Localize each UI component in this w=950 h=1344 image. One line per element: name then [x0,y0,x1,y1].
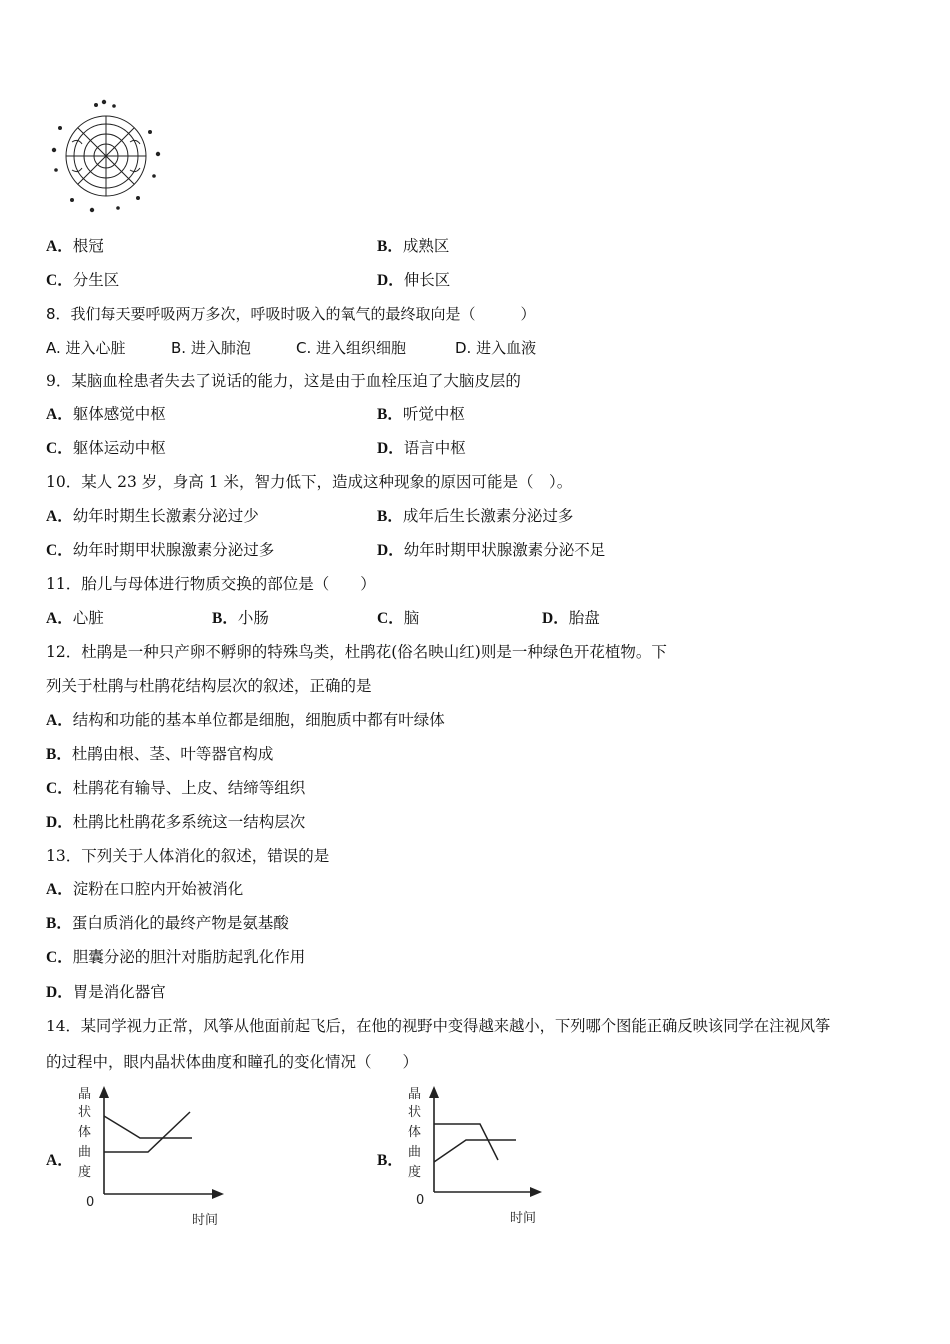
graph-b-ylabel-0: 晶 [408,1087,422,1102]
q14-option-a-label: A． [46,1152,73,1169]
q7-option-a: A．根冠 [46,237,104,255]
graph-b-ylabel-4: 度 [408,1165,422,1180]
graph-a-ylabel-2: 体 [78,1125,92,1140]
q12-option-c: C．杜鹃花有输导、上皮、结缔等组织 [46,779,306,797]
graph-a-y-arrow [99,1086,109,1098]
q8-option-a: A. 进入心脏 [46,339,126,357]
graph-b-ylabel-1: 状 [408,1105,422,1120]
graph-a-x-arrow [212,1189,224,1199]
q11-option-b: B．小肠 [212,609,269,627]
q9-option-c: C．躯体运动中枢 [46,439,166,457]
q8-option-c: C. 进入组织细胞 [296,339,407,357]
q10-option-d: D．幼年时期甲状腺激素分泌不足 [377,541,606,559]
q10-option-b: B．成年后生长激素分泌过多 [377,507,574,525]
graph-b-xlabel: 时间 [510,1211,537,1226]
q7-option-b: B．成熟区 [377,237,450,255]
graph-a-ylabel-4: 度 [78,1165,92,1180]
q7-option-c: C．分生区 [46,271,120,289]
q13-option-b: B．蛋白质消化的最终产物是氨基酸 [46,914,289,932]
q14-stem-line2: 的过程中，眼内晶状体曲度和瞳孔的变化情况（ ） [46,1053,419,1071]
q8-option-d: D. 进入血液 [455,339,537,357]
q12-stem-line2: 列关于杜鹃与杜鹃花结构层次的叙述，正确的是 [46,677,372,695]
q10-stem: 10．某人 23 岁，身高 1 米，智力低下，造成这种现象的原因可能是（ ）。 [46,473,573,491]
q14-option-b-label: B． [377,1152,403,1169]
q11-option-c: C．脑 [377,609,420,627]
q13-option-c: C．胆囊分泌的胆汁对脂肪起乳化作用 [46,948,306,966]
q11-stem: 11．胎儿与母体进行物质交换的部位是（ ） [46,575,376,593]
q7-option-d: D．伸长区 [377,271,451,289]
q13-option-d: D．胃是消化器官 [46,983,166,1001]
graph-a-curve-pupil [104,1112,190,1152]
q12-option-d: D．杜鹃比杜鹃花多系统这一结构层次 [46,813,306,831]
q9-option-d: D．语言中枢 [377,439,466,457]
q12-option-b: B．杜鹃由根、茎、叶等器官构成 [46,745,274,763]
graph-b-x-arrow [530,1187,542,1197]
graph-b-y-arrow [429,1086,439,1098]
q13-stem: 13．下列关于人体消化的叙述，错误的是 [46,847,330,865]
q14-stem-line1: 14．某同学视力正常，风筝从他面前起飞后，在他的视野中变得越来越小，下列哪个图能正确反映该同学在注视风筝 [46,1017,831,1035]
graph-a-ylabel-1: 状 [78,1105,92,1120]
q14-graph-a [70,1082,240,1232]
q11-option-a: A．心脏 [46,609,104,627]
q9-option-b: B．听觉中枢 [377,405,465,423]
q8-option-b: B. 进入肺泡 [171,339,251,357]
graph-b-ylabel-3: 曲 [408,1145,422,1160]
q9-option-a: A．躯体感觉中枢 [46,405,166,423]
q12-stem-line1: 12．杜鹃是一种只产卵不孵卵的特殊鸟类，杜鹃花(俗名映山红)则是一种绿色开花植物。下 [46,643,667,661]
q14-graph-b [400,1082,570,1232]
graph-b-origin: 0 [416,1193,425,1208]
q13-option-a: A．淀粉在口腔内开始被消化 [46,880,244,898]
q11-option-d: D．胎盘 [542,609,600,627]
graph-b-curve-pupil [434,1140,516,1162]
root-cross-section-image [46,98,166,216]
graph-a-origin: 0 [86,1195,95,1210]
q8-stem: 8．我们每天要呼吸两万多次，呼吸时吸入的氧气的最终取向是（ ） [46,305,536,323]
graph-a-ylabel-0: 晶 [78,1087,92,1102]
graph-a-curve-lens [104,1116,192,1138]
q10-option-a: A．幼年时期生长激素分泌过少 [46,507,259,525]
graph-a-ylabel-3: 曲 [78,1145,92,1160]
graph-a-xlabel: 时间 [192,1213,219,1228]
q10-option-c: C．幼年时期甲状腺激素分泌过多 [46,541,275,559]
q12-option-a: A．结构和功能的基本单位都是细胞，细胞质中都有叶绿体 [46,711,445,729]
q9-stem: 9．某脑血栓患者失去了说话的能力，这是由于血栓压迫了大脑皮层的 [46,372,521,390]
graph-b-ylabel-2: 体 [408,1125,422,1140]
